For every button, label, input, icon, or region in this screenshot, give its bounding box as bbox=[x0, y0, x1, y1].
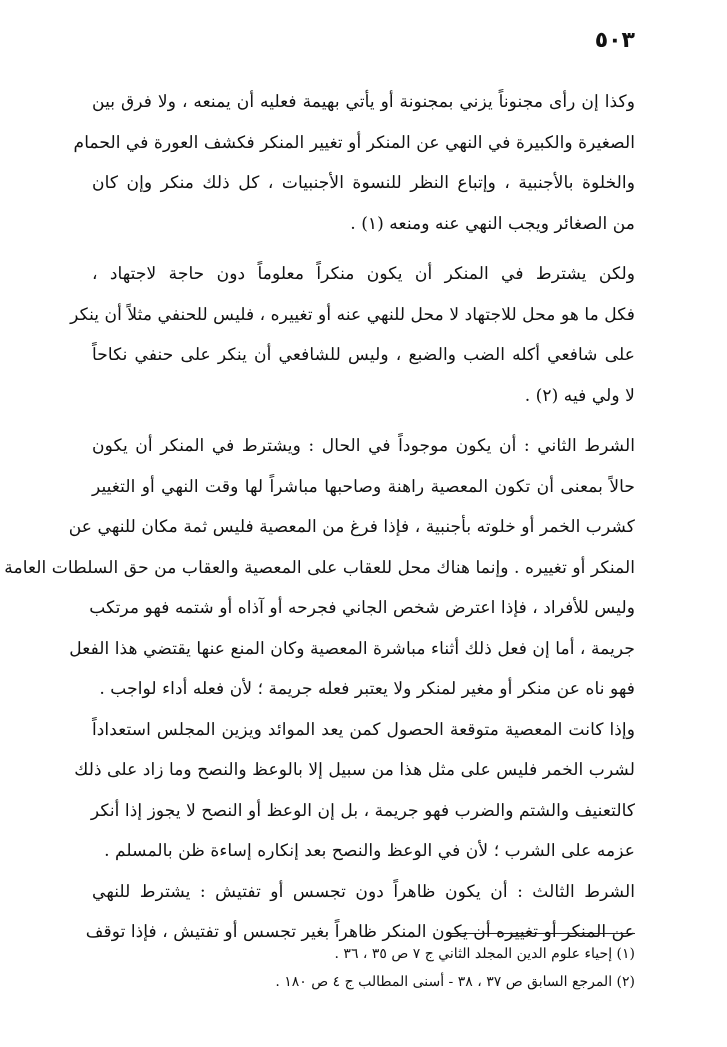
text-line: لشرب الخمر فليس على مثل هذا من سبيل إلا بالوعظ والنصح وما زاد على ذلك bbox=[74, 760, 635, 780]
text-line: على شافعي أكله الضب والضبع ، وليس للشافعي أن ينكر على حنفي نكاحاً bbox=[92, 345, 635, 365]
text-line: من الصغائر ويجب النهي عنه ومنعه (١) . bbox=[350, 213, 635, 234]
text-line: الشرط الثاني : أن يكون موجوداً في الحال : ويشترط في المنكر أن يكون bbox=[92, 436, 635, 456]
footnotes bbox=[115, 940, 635, 996]
text-line: حالاً بمعنى أن تكون المعصية راهنة وصاحبها مباشراً لها وقت النهي أو التغيير bbox=[92, 476, 635, 497]
text-line: فكل ما هو محل للاجتهاد لا محل للنهي عنه أو تغييره ، فليس للحنفي مثلاً أن ينكر bbox=[70, 304, 635, 325]
text-line: جريمة ، أما إن فعل ذلك أثناء مباشرة المعصية وكان المنع عنها يقتضي هذا الفعل bbox=[69, 638, 635, 659]
text-line: وإذا كانت المعصية متوقعة الحصول كمن يعد الموائد ويزين المجلس استعداداً bbox=[92, 719, 635, 740]
text-line: الشرط الثالث : أن يكون ظاهراً دون تجسس أو تفتيش : يشترط للنهي bbox=[92, 881, 635, 902]
text-line: وليس للأفراد ، فإذا اعترض شخص الجاني فجرحه أو آذاه أو شتمه فهو مرتكب bbox=[89, 598, 635, 618]
text-line: لا ولي فيه (٢) . bbox=[524, 385, 635, 406]
text-line: كالتعنيف والشتم والضرب فهو جريمة ، بل إن الوعظ أو النصح لا يجوز إذا أنكر bbox=[90, 800, 635, 821]
text-line: فهو ناه عن منكر أو مغير لمنكر ولا يعتبر فعله جريمة ؛ لأن فعله أداء لواجب . bbox=[99, 679, 635, 699]
page-number: ٥٠٣ bbox=[594, 28, 635, 53]
text-line: عزمه على الشرب ؛ لأن في الوعظ والنصح بعد إنكاره إساءة ظن بالمسلم . bbox=[104, 841, 635, 861]
text-line: عن المنكر أو تغييره أن يكون المنكر ظاهراً بغير تجسس أو تفتيش ، فإذا توقف bbox=[85, 922, 635, 942]
text-line: المنكر أو تغييره . وإنما هناك محل للعقاب على المعصية والعقاب من حق السلطات العامة bbox=[4, 557, 635, 578]
body-text bbox=[4, 82, 635, 953]
footnote-divider bbox=[447, 933, 635, 934]
text-line: كشرب الخمر أو خلوته بأجنبية ، فإذا فرغ من المعصية فليس ثمة مكان للنهي عن bbox=[68, 517, 635, 537]
text-line: وكذا إن رأى مجنوناً يزني بمجنونة أو يأتي بهيمة فعليه أن يمنعه ، ولا فرق بين bbox=[92, 92, 635, 112]
text-line: الصغيرة والكبيرة في النهي عن المنكر أو تغيير المنكر فكشف العورة في الحمام bbox=[73, 132, 635, 153]
text-line: والخلوة بالأجنبية ، وإتباع النظر للنسوة الأجنبيات ، كل ذلك منكر وإن كان bbox=[92, 173, 635, 193]
footnote-1: (١) إحياء علوم الدين المجلد الثاني ج ٧ ص ٣٥ ، ٣٦ . bbox=[334, 946, 635, 962]
footnote-2: (٢) المرجع السابق ص ٣٧ ، ٣٨ - أسنى المطالب ج ٤ ص ١٨٠ . bbox=[275, 974, 635, 990]
text-line: ولكن يشترط في المنكر أن يكون منكراً معلوماً دون حاجة لاجتهاد ، bbox=[92, 264, 635, 284]
